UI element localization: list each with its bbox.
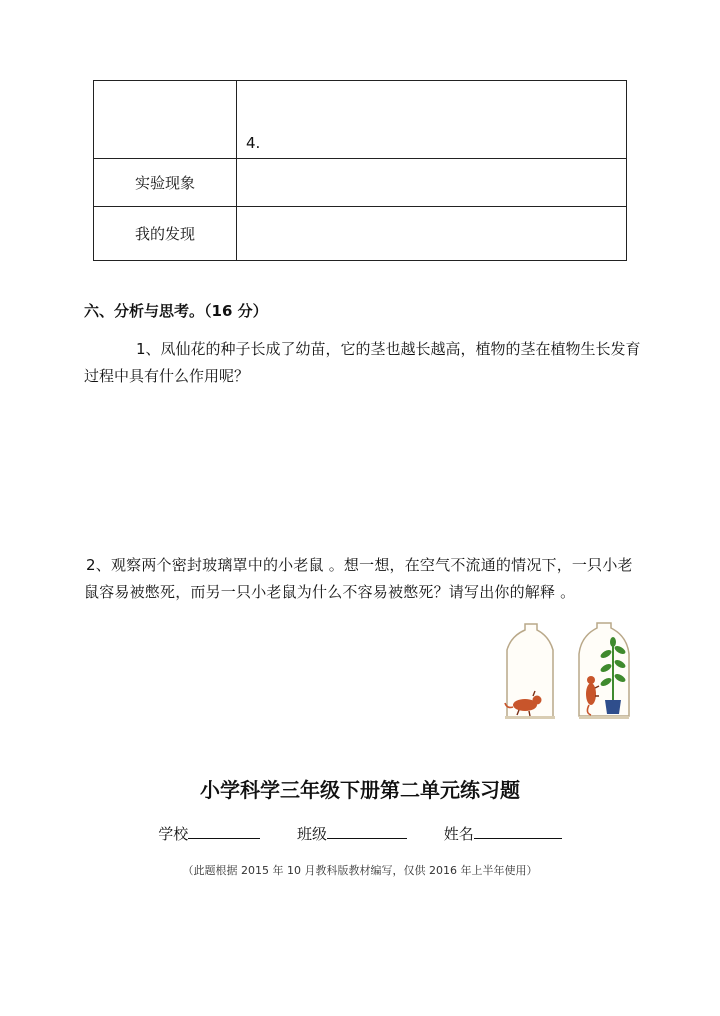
pot-icon [605,700,621,714]
school-blank[interactable] [188,824,260,839]
table-row-label [94,81,237,159]
table-cell-discovery [237,207,627,261]
name-label: 姓名 [443,825,474,843]
table-cell-phenomenon [237,159,627,207]
name-field[interactable] [444,823,562,844]
table-row-label: 我的发现 [94,207,237,261]
edition-note: （此题根据 2015 年 10 月教科版教材编写，仅供 2016 年上半年使用） [182,864,538,877]
glass-jars-illustration [503,620,643,720]
school-label: 学校 [158,825,189,843]
table-row [94,81,627,159]
table-cell-step-4: 4. [237,81,627,159]
experiment-table [93,80,627,261]
worksheet-title: 小学科学三年级下册第二单元练习题 [200,778,520,802]
question-1: 1、凤仙花的种子长成了幼苗，它的茎也越长越高，植物的茎在植物生长发育过程中具有什么作用呢？ [84,340,641,385]
table-row-label: 实验现象 [94,159,237,207]
table-row [94,207,627,261]
name-blank[interactable] [474,824,562,839]
class-field[interactable] [297,823,407,844]
table-row [94,159,627,207]
class-label: 班级 [296,825,327,843]
section-six-title: 六、分析与思考。（16 分） [84,302,268,320]
student-info-fields [0,823,720,844]
class-blank[interactable] [327,824,407,839]
question-2: 2、观察两个密封玻璃罩中的小老鼠 。想一想，在空气不流通的情况下，一只小老鼠容易被憋死，而另一只小老鼠为什么不容易被憋死？请写出你的解释 。 [84,556,633,601]
school-field[interactable] [158,823,260,844]
